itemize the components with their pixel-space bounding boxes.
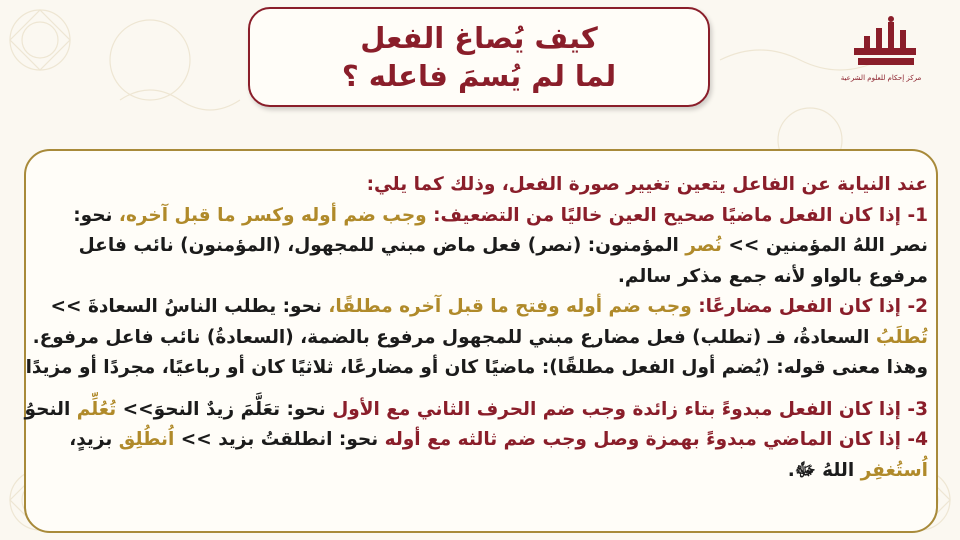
logo-subtitle: مركز إحكام للعلوم الشرعية [840,74,922,82]
rule-2-head: 2- إذا كان الفعل مضارعًا: [691,296,928,317]
rule-3-ex: نحو: تعَلَّمَ زيدٌ النحوَ>> [116,398,326,420]
rule-4-ex2-rest: اللهُ ﷻ. [787,459,861,481]
rule-4-rest: بزيدٍ، [69,429,119,450]
rule-4-head: 4- إذا كان الماضي مبدوءً بهمزة وصل وجب ضم ثالثه مع أوله [378,429,928,450]
title-box [248,7,710,107]
rule-2-ex2-rest: السعادةُ، فـ (تطلب) فعل مضارع مبني للمجهول مرفوع بالضمة، (السعادةُ) نائب فاعل مرفوع. [32,326,876,348]
title-line-2: لما لم يُسمَ فاعله ؟ [341,59,617,93]
rule-3-rest: النحوُ [24,398,77,420]
rule-1-ex1: نصر اللهُ المؤمنين >> [721,235,928,256]
rule-2-rule: وجب ضم أوله وفتح ما قبل آخره مطلقًا، [321,296,692,317]
rule-4 [50,425,928,456]
rule-1-example [50,231,928,262]
rule-1-ex1-rest: المؤمنون: (نصر) فعل ماض مبني للمجهول، (المؤمنون) نائب فاعل [78,235,686,256]
rule-3-verb: تُعُلِّم [76,398,117,420]
rule-4-verb: اُنطُلِق [118,429,175,450]
rule-3-head: 3- إذا كان الفعل مبدوءً بتاء زائدة وجب ضم الحرف الثاني مع الأول [325,398,928,420]
rule-1-ex1-verb: نُصر [685,235,722,256]
rule-4-ex: نحو: انطلقتُ بزيد >> [174,429,379,450]
rule-1-rule: وجب ضم أوله وكسر ما قبل آخره، [112,204,427,226]
rule-2-ex2-verb: تُطلَبُ [875,326,928,348]
content-text [24,170,928,486]
rule-4-ex2-verb: اُستُغفِر [860,459,928,481]
spacer [50,384,928,395]
rule-1-heading [50,201,928,232]
intro-text: عند النيابة عن الفاعل يتعين تغيير صورة الفعل، وذلك كما يلي: [366,174,928,195]
rule-2-ex1: نحو: يطلب الناسُ السعادةَ >> [50,296,322,317]
rule-1-head: 1- إذا كان الفعل ماضيًا صحيح العين خاليًا من التضعيف: [426,204,928,226]
rule-2-example [32,323,928,354]
rule-1-example-2: مرفوع بالواو لأنه جمع مذكر سالم. [617,265,928,287]
rule-2-heading [50,292,928,323]
rule-3 [24,395,928,426]
title-line-1: كيف يُصاغ الفعل [360,21,598,55]
rule-4-example-2 [50,456,928,487]
rule-2-note: وهذا معنى قوله: (يُضم أول الفعل مطلقًا): ماضيًا كان أو مضارعًا، ثلاثيًا كان أو رباعيًا، مجردًا أو مزيدًا [25,357,928,378]
ihkam-logo [840,14,926,100]
rule-1-nahw: نحو: [73,204,113,226]
